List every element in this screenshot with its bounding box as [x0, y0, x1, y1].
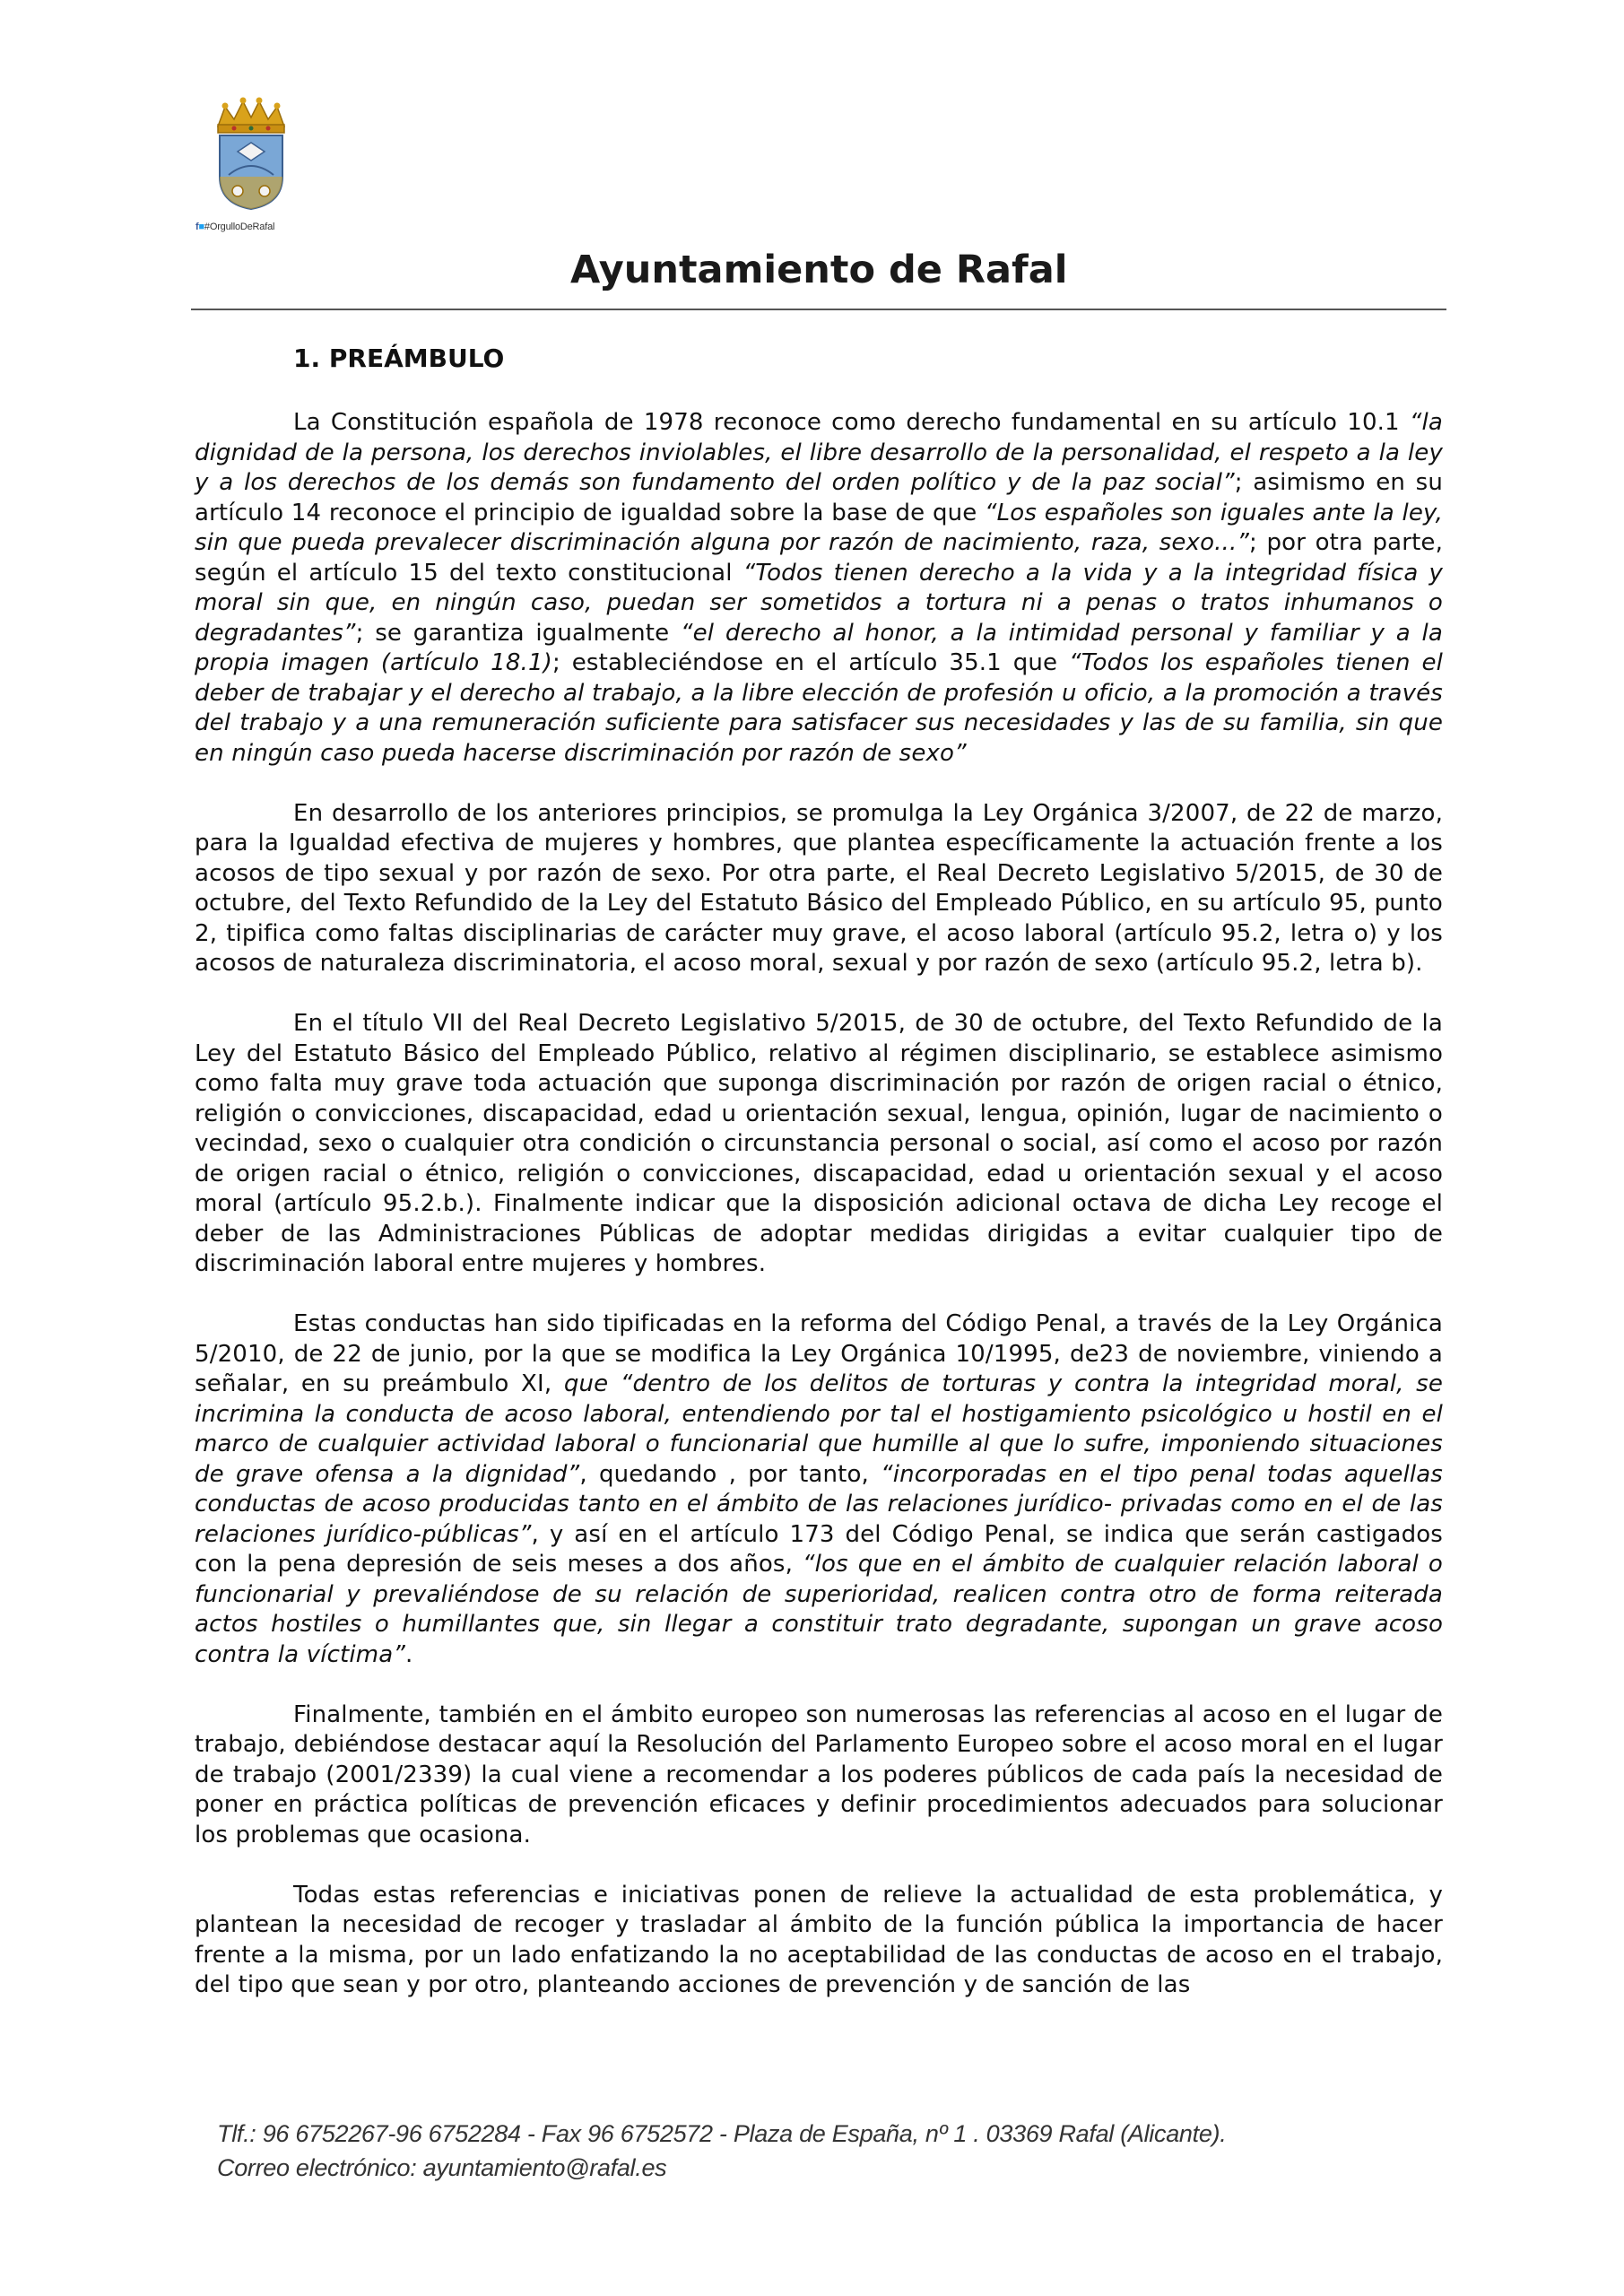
paragraph-4	[195, 1309, 1443, 1670]
coat-of-arms-icon	[193, 94, 309, 211]
header-divider	[191, 309, 1446, 310]
document-body	[195, 332, 1443, 2001]
text-run: Todas estas referencias e iniciativas ponen de relieve la actualidad de esta problemática, y plantean la necesidad de recoger y trasladar al ámbito de la función pública la importancia de hacer frente a la misma, por un lado enfatizando la no aceptabilidad de las conductas de acoso en el trabajo, del tipo que sean y por otro, planteando acciones de prevención y de sanción de las	[195, 1881, 1443, 1998]
social-icons: f	[195, 222, 199, 232]
text-run: En el título VII del Real Decreto Legislativo 5/2015, de 30 de octubre, del Texto Refundido de la Ley del Estatuto Básico del Empleado Público, relativo al régimen disciplinario, se establece asimismo como falta muy grave toda actuación que suponga discriminación por razón de origen racial o étnico, religión o convicciones, discapacidad, edad u orientación sexual, lengua, opinión, lugar de nacimiento o vecindad, sexo o cualquier otra condición o circunstancia personal o social, así como el acoso por razón de origen racial o étnico, religión o convicciones, discapacidad, edad u orientación sexual y el acoso moral (artículo 95.2.b.). Finalmente indicar que la disposición adicional octava de dicha Ley recoge el deber de las Administraciones Públicas de adoptar medidas dirigidas a evitar cualquier tipo de discriminación laboral entre mujeres y hombres.	[195, 1010, 1443, 1277]
italic-quote: “la dignidad de la persona, los derechos inviolables, el libre desarrollo de la personalidad, el respeto a la ley y a los derechos de los demás son fundamento del orden político y de la paz social”	[195, 409, 1443, 496]
footer-contact-line: Tlf.: 96 6752267-96 6752284 - Fax 96 6752572 - Plaza de España, nº 1 . 03369 Rafal (Alicante).	[217, 2120, 1227, 2147]
italic-quote: “incorporadas en el tipo penal todas aquellas conductas de acoso producidas tanto en el ámbito de las relaciones jurídico- privadas como en el de las relaciones jurídico-públicas”	[195, 1460, 1443, 1548]
paragraph-3	[195, 1009, 1443, 1280]
text-run: En desarrollo de los anteriores principios, se promulga la Ley Orgánica 3/2007, de 22 de marzo, para la Igualdad efectiva de mujeres y hombres, que plantea específicamente la actuación frente a los acosos de tipo sexual y por razón de sexo. Por otra parte, el Real Decreto Legislativo 5/2015, de 30 de octubre, del Texto Refundido de la Ley del Estatuto Básico del Empleado Público, en su artículo 95, punto 2, tipifica como faltas disciplinarias de carácter muy grave, el acoso laboral (artículo 95.2, letra o) y los acosos de naturaleza discriminatoria, el acoso moral, sexual y por razón de sexo (artículo 95.2, letra b).	[195, 799, 1443, 977]
text-run: ; asimismo en su artículo 14 reconoce el principio de igualdad sobre la base de que	[195, 469, 1443, 526]
italic-quote: “los que en el ámbito de cualquier relación laboral o funcionarial y prevaliéndose de su relación de superioridad, realicen contra otro de forma reiterada actos hostiles o humillantes que, sin llegar a constituir trato degradante, supongan un grave acoso contra la víctima”	[195, 1551, 1443, 1668]
paragraph-5	[195, 1700, 1443, 1851]
paragraph-1	[195, 408, 1443, 769]
italic-quote: “Los españoles son iguales ante la ley, sin que pueda prevalecer discriminación alguna por razón de nacimiento, raza, sexo...”	[195, 499, 1443, 556]
italic-quote: “Todos tienen derecho a la vida y a la integridad física y moral sin que, en ningún caso, puedan ser sometidos a tortura ni a penas o tratos inhumanos o degradantes”	[195, 559, 1443, 647]
section-heading: 1. PREÁMBULO	[293, 344, 505, 373]
italic-quote: “Todos los españoles tienen el deber de trabajar y el derecho al trabajo, a la libre elección de profesión u oficio, a la promoción a través del trabajo y a una remuneración suficiente para satisfacer sus necesidades y las de su familia, sin que en ningún caso pueda hacerse discriminación por razón de sexo”	[195, 649, 1443, 767]
text-run: Estas conductas han sido tipificadas en la reforma del Código Penal, a través de la Ley Orgánica 5/2010, de 22 de junio, por la que se modifica la Ley Orgánica 10/1995, de23 de noviembre, viniendo a señalar, en su preámbulo XI,	[195, 1310, 1443, 1397]
paragraph-2	[195, 799, 1443, 979]
text-run: , y así en el artículo 173 del Código Penal, se indica que serán castigados con la pena depresión de seis meses a dos años,	[195, 1520, 1443, 1578]
footer-email-line: Correo electrónico: ayuntamiento@rafal.es	[217, 2154, 667, 2181]
logo-caption: f■#OrgulloDeRafal	[195, 222, 275, 232]
organization-title: Ayuntamiento de Rafal	[570, 248, 1068, 292]
text-run: ; por otra parte, según el artículo 15 del texto constitucional	[195, 529, 1443, 587]
text-run: , quedando , por tanto,	[579, 1460, 881, 1488]
coat-of-arms-logo	[193, 94, 309, 229]
italic-quote: que “dentro de los delitos de torturas y contra la integridad moral, se incrimina la conducta de acoso laboral, entendiendo por tal el hostigamiento psicológico u hostil en el marco de cualquier actividad laboral o funcionarial que humille al que lo sufre, imponiendo situaciones de grave ofensa a la dignidad”	[195, 1370, 1443, 1488]
text-run: La Constitución española de 1978 reconoce como derecho fundamental en su artículo 10.1	[293, 409, 1410, 436]
text-run: .	[404, 1640, 413, 1668]
italic-quote: “el derecho al honor, a la intimidad personal y familiar y a la propia imagen (artículo 18.1)	[195, 619, 1443, 676]
text-run: ; se garantiza igualmente	[355, 619, 681, 647]
paragraph-6	[195, 1881, 1443, 2001]
text-run: Finalmente, también en el ámbito europeo son numerosas las referencias al acoso en el lugar de trabajo, debiéndose destacar aquí la Resolución del Parlamento Europeo sobre el acoso moral en el lugar de trabajo (2001/2339) la cual viene a recomendar a los poderes públicos de cada país la necesidad de poner en práctica políticas de prevención eficaces y definir procedimientos adecuados para solucionar los problemas que ocasiona.	[195, 1700, 1443, 1848]
text-run: ; estableciéndose en el artículo 35.1 que	[551, 649, 1070, 676]
page-footer	[217, 2117, 1472, 2185]
